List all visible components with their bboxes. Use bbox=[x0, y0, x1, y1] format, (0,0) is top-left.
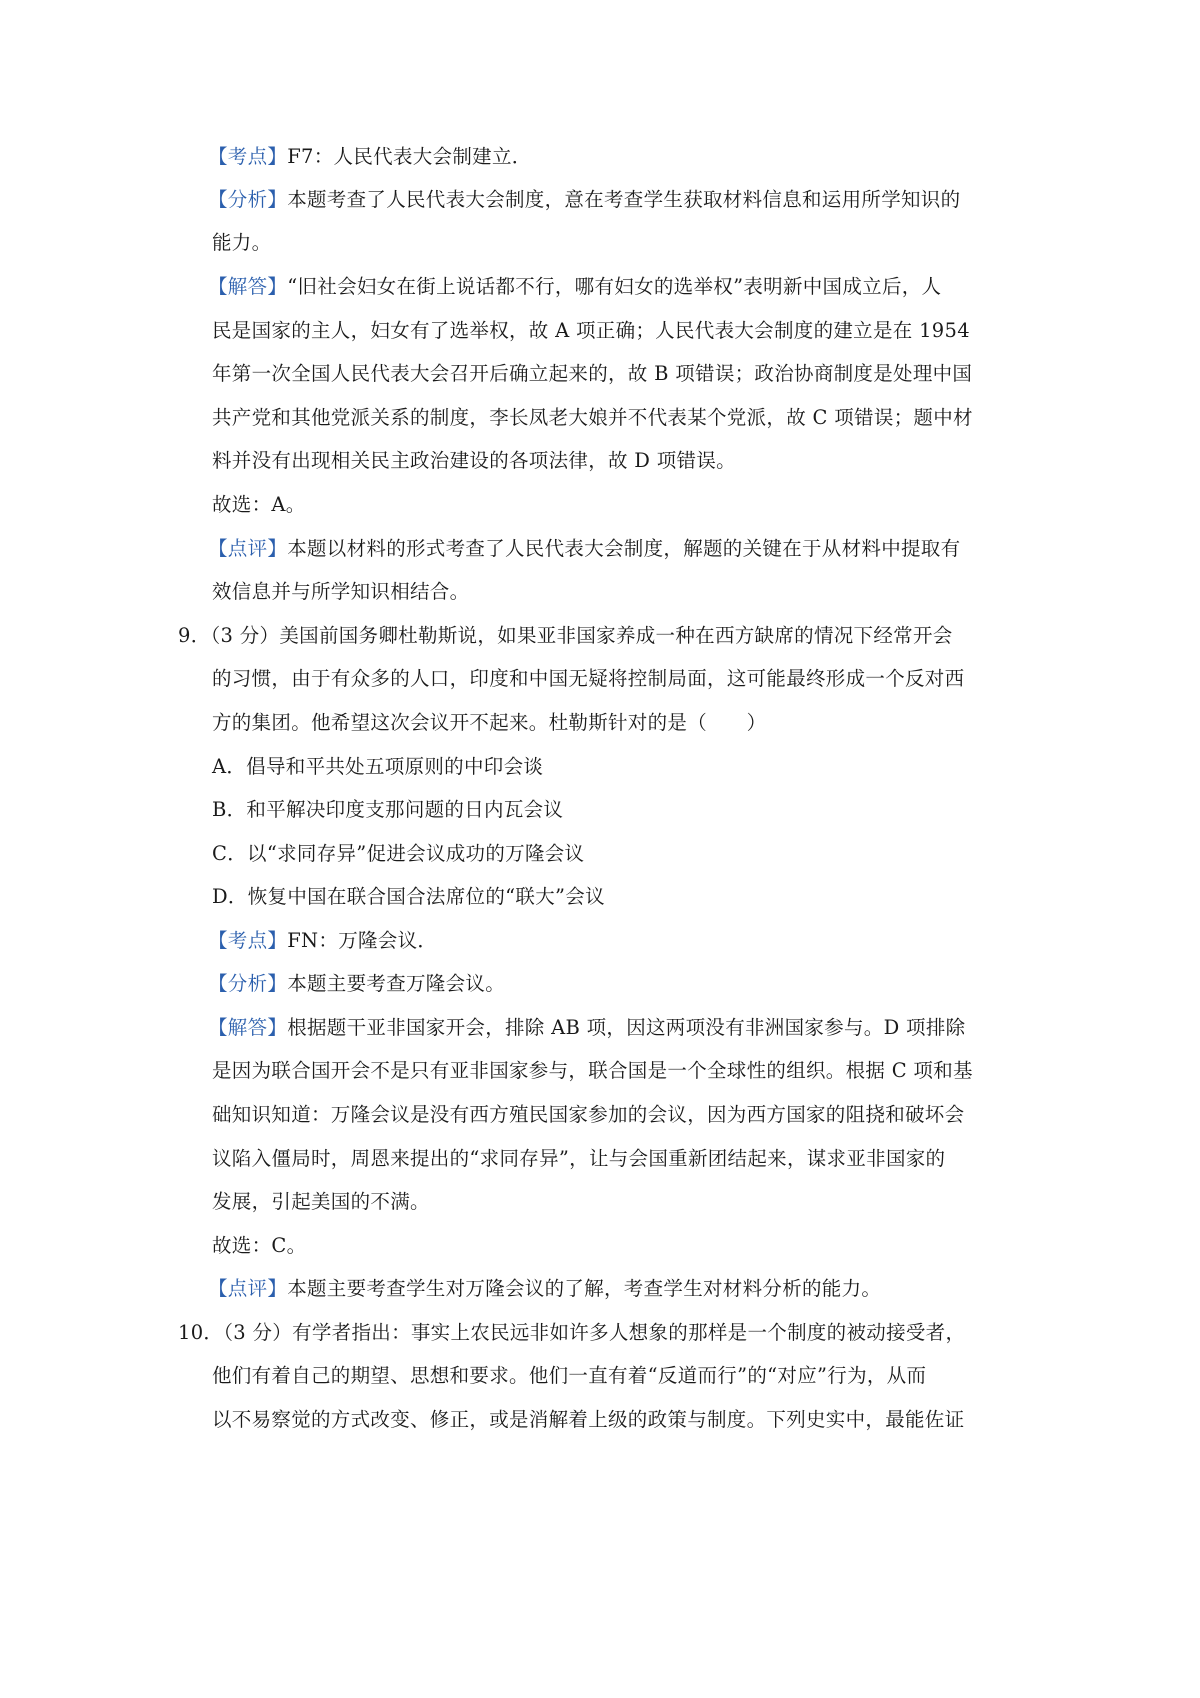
q9-stem-line-3: 方的集团。他希望这次会议开不起来。杜勒斯针对的是（ ） bbox=[212, 711, 767, 734]
q9-jieda-line-3: 础知识知道：万隆会议是没有西方殖民国家参加的会议，因为西方国家的阻挠和破坏会 bbox=[212, 1103, 965, 1126]
q9-option-d: D．恢复中国在联合国合法席位的“联大”会议 bbox=[212, 885, 605, 908]
q9-option-c: C．以“求同存异”促进会议成功的万隆会议 bbox=[212, 842, 585, 865]
q9-fenxi-text: 本题主要考查万隆会议。 bbox=[287, 972, 506, 995]
kaodian-tag: 【考点】 bbox=[208, 145, 288, 168]
q9-jieda-line-5: 发展，引起美国的不满。 bbox=[212, 1190, 430, 1213]
q9-jieda-line-2: 是因为联合国开会不是只有亚非国家参与，联合国是一个全球性的组织。根据 C 项和基 bbox=[212, 1059, 973, 1082]
dianping-tag: 【点评】 bbox=[208, 1277, 288, 1300]
q8-jieda bbox=[208, 272, 941, 302]
q9-kaodian bbox=[208, 926, 437, 956]
q8-dianping-line-2: 效信息并与所学知识相结合。 bbox=[212, 580, 470, 603]
q8-fenxi-line-2: 能力。 bbox=[212, 231, 272, 254]
q8-dianping bbox=[208, 534, 960, 564]
q9-dianping-text: 本题主要考查学生对万隆会议的了解，考查学生对材料分析的能力。 bbox=[287, 1277, 882, 1300]
jieda-tag: 【解答】 bbox=[208, 275, 288, 298]
q10-stem-line-3: 以不易察觉的方式改变、修正，或是消解着上级的政策与制度。下列史实中，最能佐证 bbox=[212, 1408, 965, 1431]
q8-jieda-line-3: 年第一次全国人民代表大会召开后确立起来的，故 B 项错误；政治协商制度是处理中国 bbox=[212, 362, 973, 385]
q9-jieda-line-4: 议陷入僵局时，周恩来提出的“求同存异”，让与会国重新团结起来，谋求亚非国家的 bbox=[212, 1147, 946, 1170]
q9-kaodian-text: FN：万隆会议． bbox=[287, 929, 438, 952]
q9-stem-line-1: 9．（3 分）美国前国务卿杜勒斯说，如果亚非国家养成一种在西方缺席的情况下经常开会 bbox=[178, 624, 953, 647]
fenxi-tag: 【分析】 bbox=[208, 188, 288, 211]
q10-stem-line-1: 10．（3 分）有学者指出：事实上农民远非如许多人想象的那样是一个制度的被动接受者， bbox=[178, 1321, 966, 1344]
q8-dianping-line-1: 本题以材料的形式考查了人民代表大会制度，解题的关键在于从材料中提取有 bbox=[287, 537, 961, 560]
q8-jieda-line-5: 料并没有出现相关民主政治建设的各项法律，故 D 项错误。 bbox=[212, 449, 736, 472]
q9-answer: 故选：C。 bbox=[212, 1234, 307, 1257]
q9-option-a: A．倡导和平共处五项原则的中印会谈 bbox=[212, 755, 544, 778]
q8-jieda-line-1: “旧社会妇女在街上说话都不行，哪有妇女的选举权”表明新中国成立后，人 bbox=[287, 275, 942, 298]
q9-fenxi bbox=[208, 969, 505, 999]
kaodian-tag: 【考点】 bbox=[208, 929, 288, 952]
q9-jieda bbox=[208, 1013, 965, 1043]
q8-fenxi bbox=[208, 185, 960, 215]
q9-option-b: B．和平解决印度支那问题的日内瓦会议 bbox=[212, 798, 564, 821]
q8-answer: 故选：A。 bbox=[212, 493, 306, 516]
jieda-tag: 【解答】 bbox=[208, 1016, 288, 1039]
q9-stem-line-2: 的习惯，由于有众多的人口，印度和中国无疑将控制局面，这可能最终形成一个反对西 bbox=[212, 667, 965, 690]
q9-jieda-line-1: 根据题干亚非国家开会，排除 AB 项，因这两项没有非洲国家参与。D 项排除 bbox=[287, 1016, 966, 1039]
q8-jieda-line-2: 民是国家的主人，妇女有了选举权，故 A 项正确；人民代表大会制度的建立是在 1954 bbox=[212, 319, 970, 342]
fenxi-tag: 【分析】 bbox=[208, 972, 288, 995]
q9-dianping bbox=[208, 1274, 881, 1304]
q8-jieda-line-4: 共产党和其他党派关系的制度，李长凤老大娘并不代表某个党派，故 C 项错误；题中材 bbox=[212, 406, 973, 429]
q8-kaodian-text: F7：人民代表大会制建立． bbox=[287, 145, 532, 168]
dianping-tag: 【点评】 bbox=[208, 537, 288, 560]
q10-stem-line-2: 他们有着自己的期望、思想和要求。他们一直有着“反道而行”的“对应”行为，从而 bbox=[212, 1364, 927, 1387]
q8-fenxi-line-1: 本题考查了人民代表大会制度，意在考查学生获取材料信息和运用所学知识的 bbox=[287, 188, 961, 211]
q8-kaodian bbox=[208, 142, 532, 172]
